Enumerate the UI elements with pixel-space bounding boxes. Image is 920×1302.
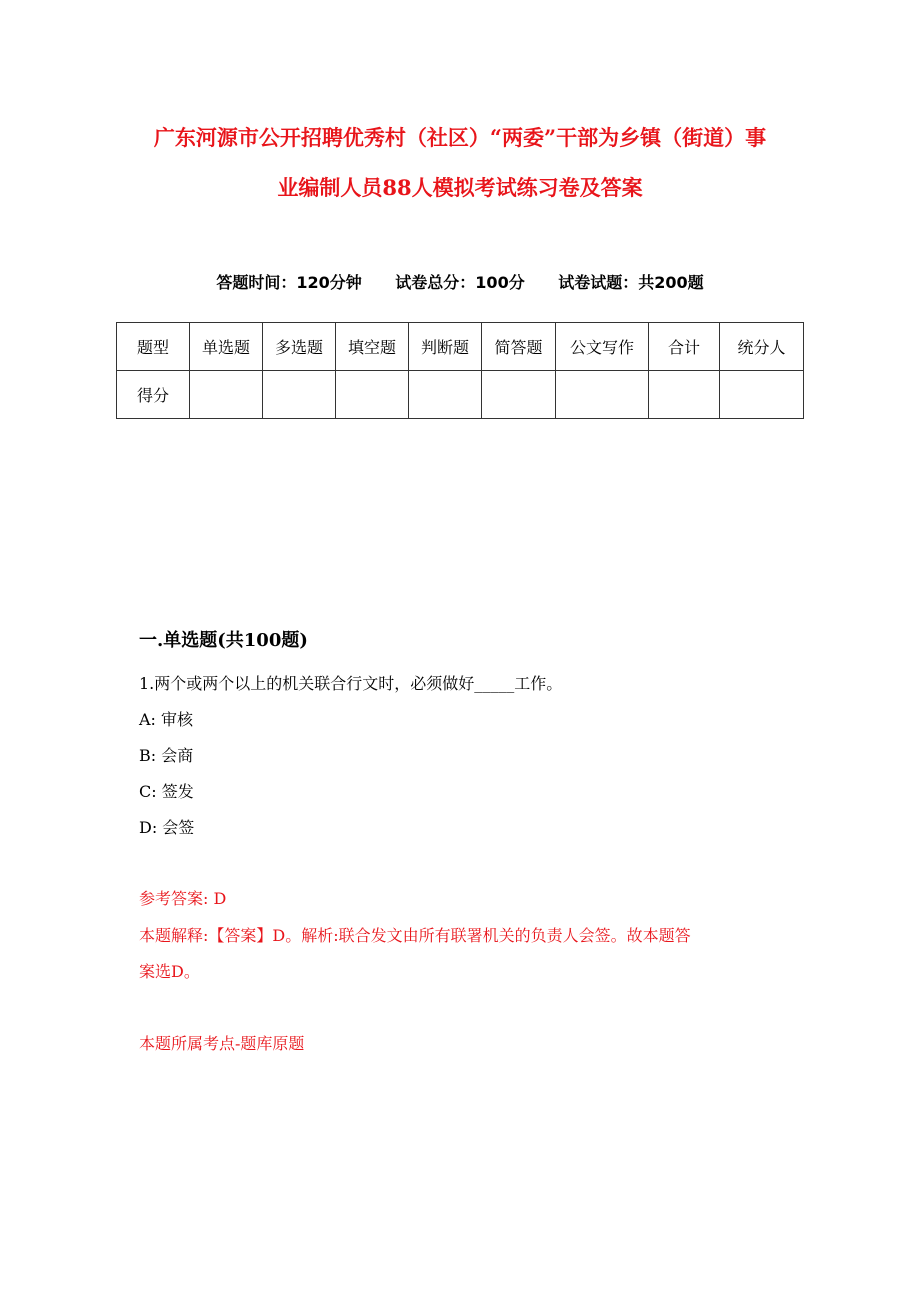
score-cell [556, 371, 649, 419]
exam-total-score: 试卷总分：100分 [395, 273, 525, 292]
exam-total-questions: 试卷试题：共200题 [558, 273, 704, 292]
score-table [116, 322, 804, 419]
option-a: A: 审核 [139, 710, 194, 729]
table-header-cell: 单选题 [190, 323, 263, 371]
table-header-cell: 简答题 [482, 323, 556, 371]
document-title-line2: 业编制人员88人模拟考试练习卷及答案 [277, 175, 643, 200]
option-c: C: 签发 [139, 782, 194, 801]
topic-note: 本题所属考点-题库原题 [139, 1034, 305, 1053]
reference-answer: 参考答案: D [139, 889, 227, 908]
question-text: 1.两个或两个以上的机关联合行文时，必须做好_____工作。 [139, 674, 563, 693]
explanation-line2: 案选D。 [139, 962, 200, 981]
table-header-cell: 公文写作 [556, 323, 649, 371]
option-b: B: 会商 [139, 746, 194, 765]
score-cell [482, 371, 556, 419]
document-title-line1: 广东河源市公开招聘优秀村（社区）“两委”干部为乡镇（街道）事 [153, 125, 767, 150]
option-d: D: 会签 [139, 818, 195, 837]
score-cell [720, 371, 804, 419]
score-table-header-row [117, 323, 804, 371]
score-cell [190, 371, 263, 419]
explanation-line1: 本题解释:【答案】D。解析:联合发文由所有联署机关的负责人会签。故本题答 [139, 926, 691, 945]
table-header-cell: 填空题 [336, 323, 409, 371]
table-header-cell: 多选题 [263, 323, 336, 371]
score-table-row [117, 371, 804, 419]
exam-meta [0, 270, 920, 293]
table-row-label: 得分 [117, 371, 190, 419]
section-title: 一.单选题(共100题) [139, 630, 308, 651]
table-header-cell: 统分人 [720, 323, 804, 371]
score-cell [263, 371, 336, 419]
score-cell [409, 371, 482, 419]
table-header-cell: 判断题 [409, 323, 482, 371]
score-cell [649, 371, 720, 419]
exam-time: 答题时间：120分钟 [216, 273, 362, 292]
table-header-cell: 合计 [649, 323, 720, 371]
table-header-cell: 题型 [117, 323, 190, 371]
score-cell [336, 371, 409, 419]
